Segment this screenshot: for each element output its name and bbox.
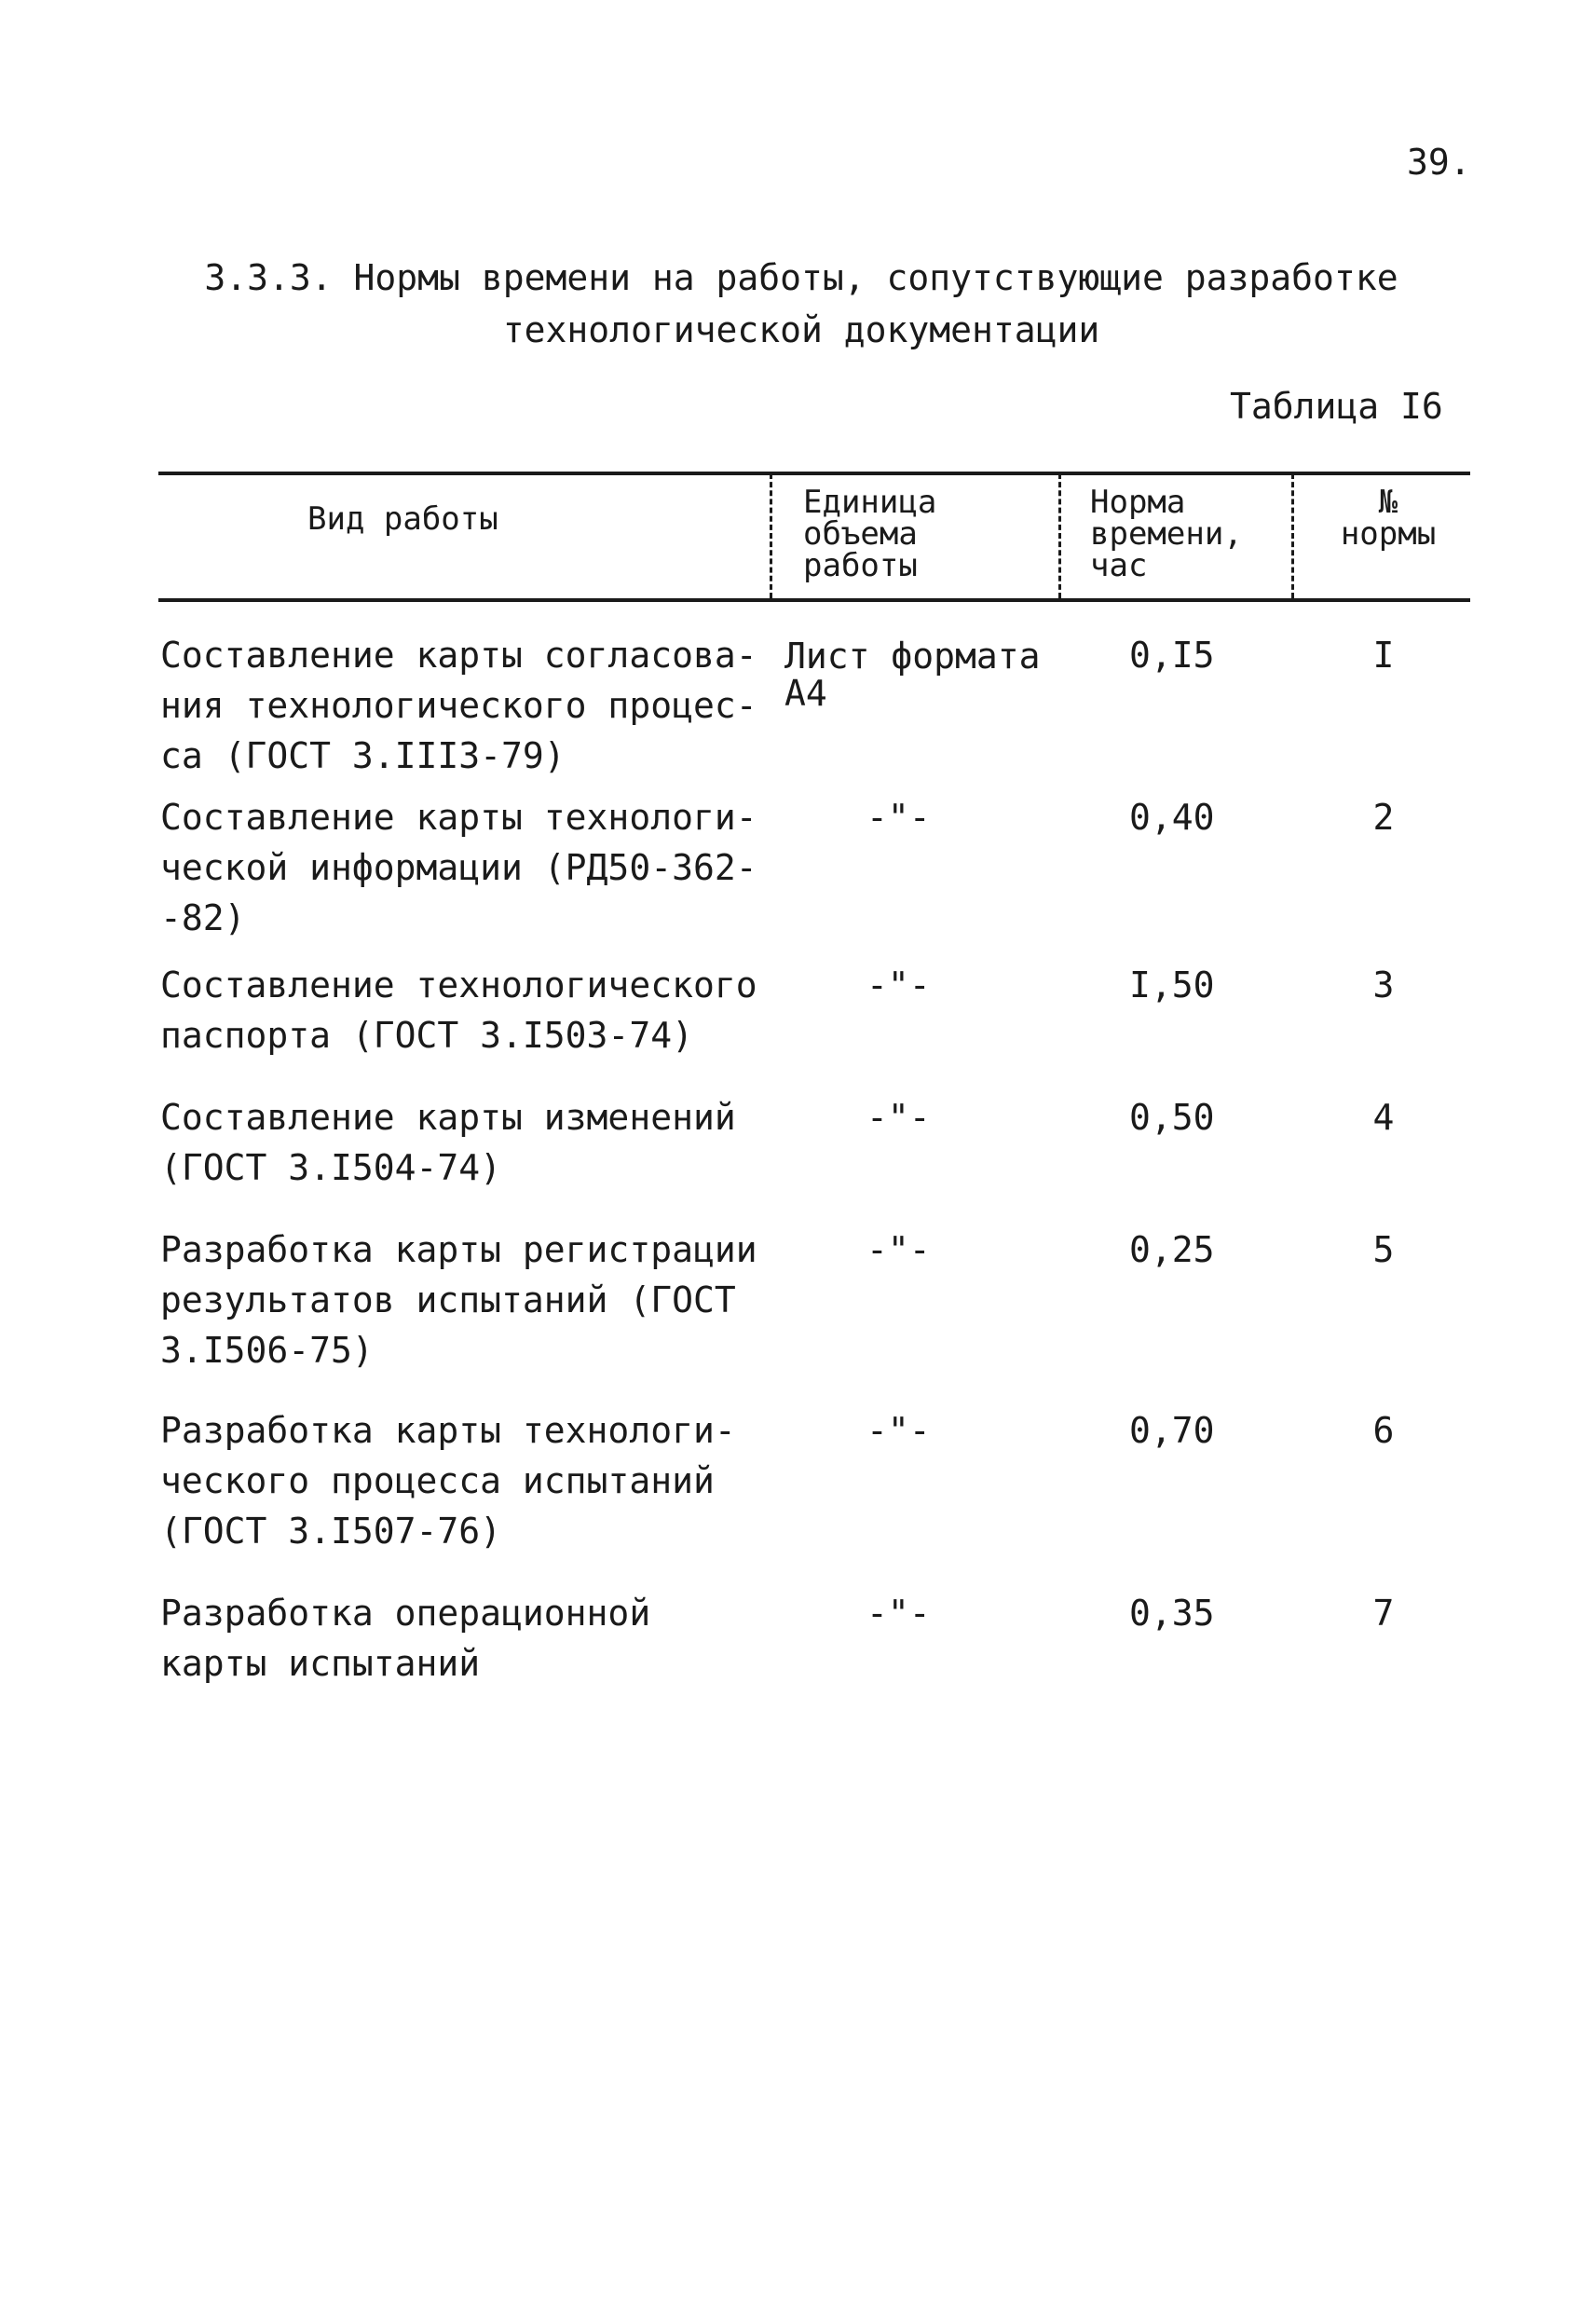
cell-time-norm: 0,50 bbox=[1129, 1097, 1215, 1138]
cell-work-type: Составление технологического паспорта (ГОСТ 3.I503-74) bbox=[160, 964, 757, 1056]
cell-work-type: Разработка карты технологи- ческого процесса испытаний (ГОСТ 3.I507-76) bbox=[160, 1410, 736, 1552]
cell-work-type: Составление карты изменений (ГОСТ 3.I504-74) bbox=[160, 1097, 736, 1188]
cell-norm-number: 2 bbox=[1372, 797, 1395, 838]
cell-norm-number: 5 bbox=[1372, 1229, 1395, 1270]
cell-time-norm: 0,70 bbox=[1129, 1410, 1215, 1451]
column-separator bbox=[770, 473, 772, 598]
table-caption: Таблица I6 bbox=[1230, 386, 1443, 427]
section-title-line-1: 3.3.3. Нормы времени на работы, сопутствующие разработке bbox=[204, 257, 1398, 298]
cell-work-type: Разработка операционной карты испытаний bbox=[160, 1593, 651, 1684]
column-separator bbox=[1058, 473, 1061, 598]
header-work-type: Вид работы bbox=[307, 500, 498, 538]
cell-work-type: Составление карты согласова- ния технологического процес- са (ГОСТ 3.IIІ3-79) bbox=[160, 635, 757, 776]
cell-unit: -"- bbox=[866, 1593, 931, 1634]
cell-unit: -"- bbox=[866, 1410, 931, 1451]
cell-norm-number: I bbox=[1372, 635, 1395, 676]
cell-norm-number: 3 bbox=[1372, 964, 1395, 1006]
cell-time-norm: 0,I5 bbox=[1129, 635, 1215, 676]
cell-work-type: Разработка карты регистрации результатов испытаний (ГОСТ 3.I506-75) bbox=[160, 1229, 757, 1371]
table-rule-bottom bbox=[158, 598, 1470, 602]
page-number: 39. bbox=[1407, 142, 1471, 183]
cell-norm-number: 6 bbox=[1372, 1410, 1395, 1451]
cell-unit: -"- bbox=[866, 964, 931, 1006]
table-rule-top bbox=[158, 472, 1470, 475]
cell-time-norm: 0,35 bbox=[1129, 1593, 1215, 1634]
cell-work-type: Составление карты технологи- ческой информации (РД50-362- -82) bbox=[160, 797, 757, 938]
header-time-norm: Норма времени, час bbox=[1090, 484, 1243, 584]
header-unit: Единица объема работы bbox=[803, 484, 937, 584]
cell-time-norm: 0,40 bbox=[1129, 797, 1215, 838]
cell-unit: -"- bbox=[866, 1097, 931, 1138]
cell-unit: -"- bbox=[866, 1229, 931, 1270]
column-separator bbox=[1291, 473, 1294, 598]
cell-unit: Лист формата А4 bbox=[784, 636, 1041, 714]
section-title-line-2: технологической документации bbox=[502, 309, 1100, 350]
cell-time-norm: I,50 bbox=[1129, 964, 1215, 1006]
cell-time-norm: 0,25 bbox=[1129, 1229, 1215, 1270]
cell-norm-number: 4 bbox=[1372, 1097, 1395, 1138]
header-norm-number: № нормы bbox=[1340, 484, 1437, 553]
cell-unit: -"- bbox=[866, 797, 931, 838]
cell-norm-number: 7 bbox=[1372, 1593, 1395, 1634]
